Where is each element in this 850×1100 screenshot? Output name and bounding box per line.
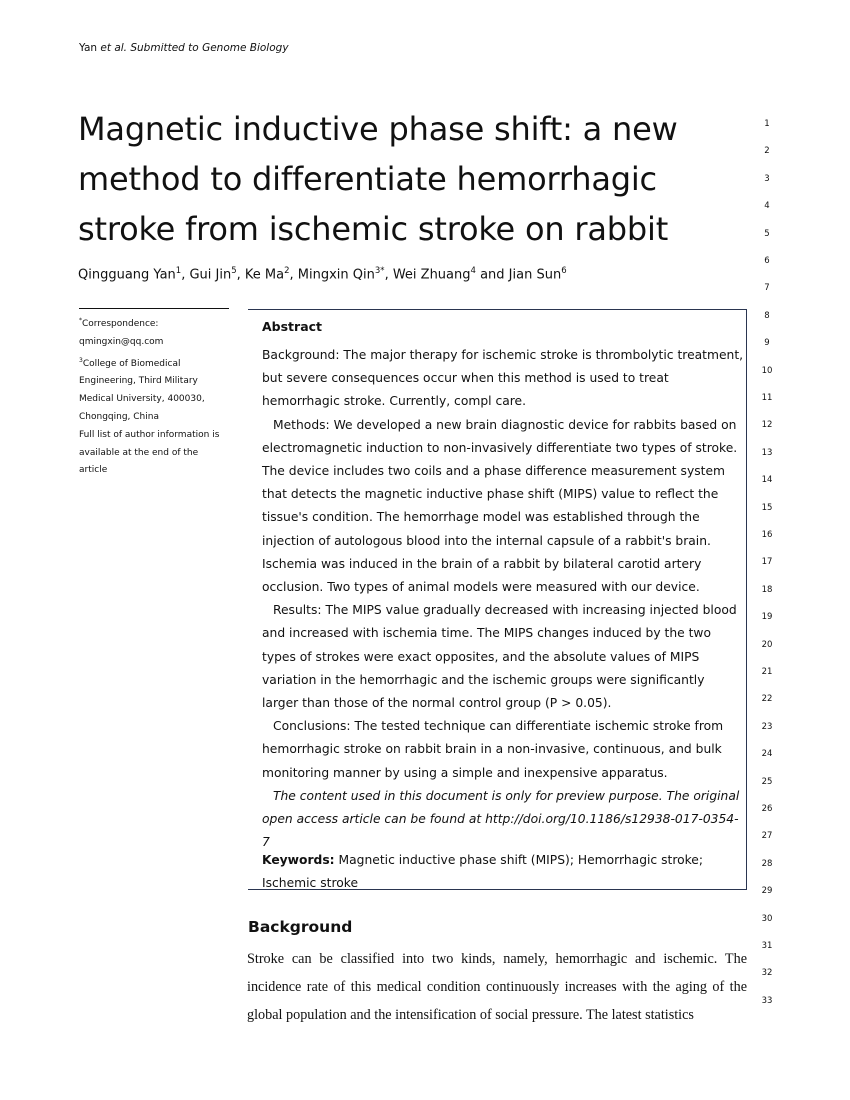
running-head-journal: Genome Biology <box>202 42 289 54</box>
line-number: 5 <box>764 228 770 239</box>
author-separator: , <box>289 267 298 283</box>
line-number: 13 <box>761 447 773 458</box>
author-separator: , <box>181 267 190 283</box>
line-number: 33 <box>761 995 773 1006</box>
line-number: 2 <box>764 146 770 157</box>
author-separator: and <box>475 267 509 283</box>
author-affiliation-mark: 6 <box>561 266 567 276</box>
line-number: 4 <box>764 201 770 212</box>
author-name: Mingxin Qin <box>297 267 375 283</box>
abstract-background: Background: The major therapy for ischemic stroke is thrombolytic treatment, but severe consequences occur when this method is used to treat hemorrhagic stroke. Currently, compl care. <box>262 348 744 409</box>
line-number: 31 <box>761 941 773 951</box>
line-number: 28 <box>761 858 773 869</box>
author-affiliation-mark: 5 <box>231 266 237 276</box>
correspondence-email: qmingxin@qq.com <box>79 336 164 347</box>
author-affiliation-mark: 2 <box>284 266 290 276</box>
correspondence-mark: * <box>79 317 82 324</box>
abstract-box <box>248 309 747 890</box>
keywords-label: Keywords: <box>262 853 335 867</box>
author-affiliation-mark: 3* <box>374 266 385 276</box>
author-separator: , <box>384 267 393 283</box>
line-number: 6 <box>764 256 770 266</box>
line-number: 15 <box>761 502 773 513</box>
line-numbers <box>755 0 785 1100</box>
line-number: 7 <box>764 283 770 294</box>
author-list <box>78 266 567 282</box>
abstract-heading: Abstract <box>262 319 323 334</box>
margin-notes <box>79 308 229 480</box>
line-number: 12 <box>761 420 773 431</box>
abstract-methods: Methods: We developed a new brain diagnostic device for rabbits based on electromagnetic induction to non-invasively differentiate two types of stroke. The device includes two coils and a phase difference measurement system that detects the magnetic inductive phase shift (MIPS) value to reflect the tissue's condition. The hemorrhage model was established through the injection of autologous blood into the internal capsule of a rabbit's brain. Ischemia was induced in the brain of a rabbit by bilateral carotid artery occlusion. Two types of animal models were measured with our device. <box>262 417 738 595</box>
author-info-note: Full list of author information is available at the end of the article <box>79 429 220 476</box>
line-number: 27 <box>761 831 773 842</box>
line-number: 8 <box>764 310 770 321</box>
line-number: 19 <box>761 612 773 623</box>
line-number: 14 <box>761 475 773 486</box>
line-number: 23 <box>761 721 773 732</box>
abstract-preview-note: The content used in this document is only for preview purpose. The original open access article can be found at http://doi.org/10.1186/s12938-017-0354-7 <box>262 788 740 850</box>
running-head <box>79 42 289 54</box>
line-number: 21 <box>761 667 773 677</box>
line-number: 16 <box>761 530 773 540</box>
keywords <box>262 849 732 895</box>
section-body-text: Stroke can be classified into two kinds, namely, hemorrhagic and ischemic. The incidence rate of this medical condition continuously increases with the aging of the global population and the intensification of social pressure. The latest statistics <box>247 951 747 1023</box>
line-number: 20 <box>761 639 773 650</box>
author-affiliation-mark: 4 <box>470 266 476 276</box>
line-number: 9 <box>764 338 770 349</box>
line-number: 17 <box>761 557 773 568</box>
abstract-results: Results: The MIPS value gradually decreased with increasing injected blood and increased with ischemia time. The MIPS changes induced by the two types of strokes were exact opposites, and the absolute values of MIPS variation in the hemorrhagic and the ischemic groups were significantly larger than those of the normal control group (P > 0.05). <box>262 603 737 711</box>
abstract-body <box>262 344 744 854</box>
running-head-mid: Submitted to <box>127 42 203 54</box>
line-number: 29 <box>761 886 773 897</box>
line-number: 22 <box>761 694 773 705</box>
line-number: 32 <box>761 968 773 979</box>
running-head-prefix: Yan <box>79 42 101 54</box>
correspondence-line <box>79 312 229 334</box>
keywords-text: Magnetic inductive phase shift (MIPS); Hemorrhagic stroke; Ischemic stroke <box>262 853 704 891</box>
correspondence-label: Correspondence: <box>82 319 159 329</box>
line-number: 18 <box>761 584 773 595</box>
author-name: Gui Jin <box>189 267 232 283</box>
line-number: 30 <box>761 913 773 924</box>
affiliation-mark: 3 <box>79 356 83 364</box>
author-name: Wei Zhuang <box>392 267 471 283</box>
author-name: Qingguang Yan <box>78 267 176 283</box>
line-number: 11 <box>761 393 773 403</box>
affiliation-text: College of Biomedical Engineering, Third Military Medical University, 400030, Chongqing, China <box>79 358 205 422</box>
paper-title: Magnetic inductive phase shift: a new method to differentiate hemorrhagic stroke from ischemic stroke on rabbit <box>78 110 678 248</box>
line-number: 1 <box>764 119 770 129</box>
line-number: 25 <box>761 776 773 787</box>
line-number: 10 <box>761 365 773 376</box>
affiliation-line <box>79 352 229 427</box>
abstract-conclusions: Conclusions: The tested technique can differentiate ischemic stroke from hemorrhagic stroke on rabbit brain in a non-invasive, continuous, and bulk monitoring manner by using a simple and inexpensive apparatus. <box>262 719 724 780</box>
running-head-etal: et al. <box>100 42 128 54</box>
author-affiliation-mark: 1 <box>175 266 182 276</box>
line-number: 26 <box>761 804 773 814</box>
author-name: Jian Sun <box>508 267 562 283</box>
line-number: 3 <box>764 173 770 184</box>
section-heading-background: Background <box>248 918 353 936</box>
author-name: Ke Ma <box>244 267 285 283</box>
line-number: 24 <box>761 749 773 760</box>
author-separator: , <box>236 267 245 283</box>
